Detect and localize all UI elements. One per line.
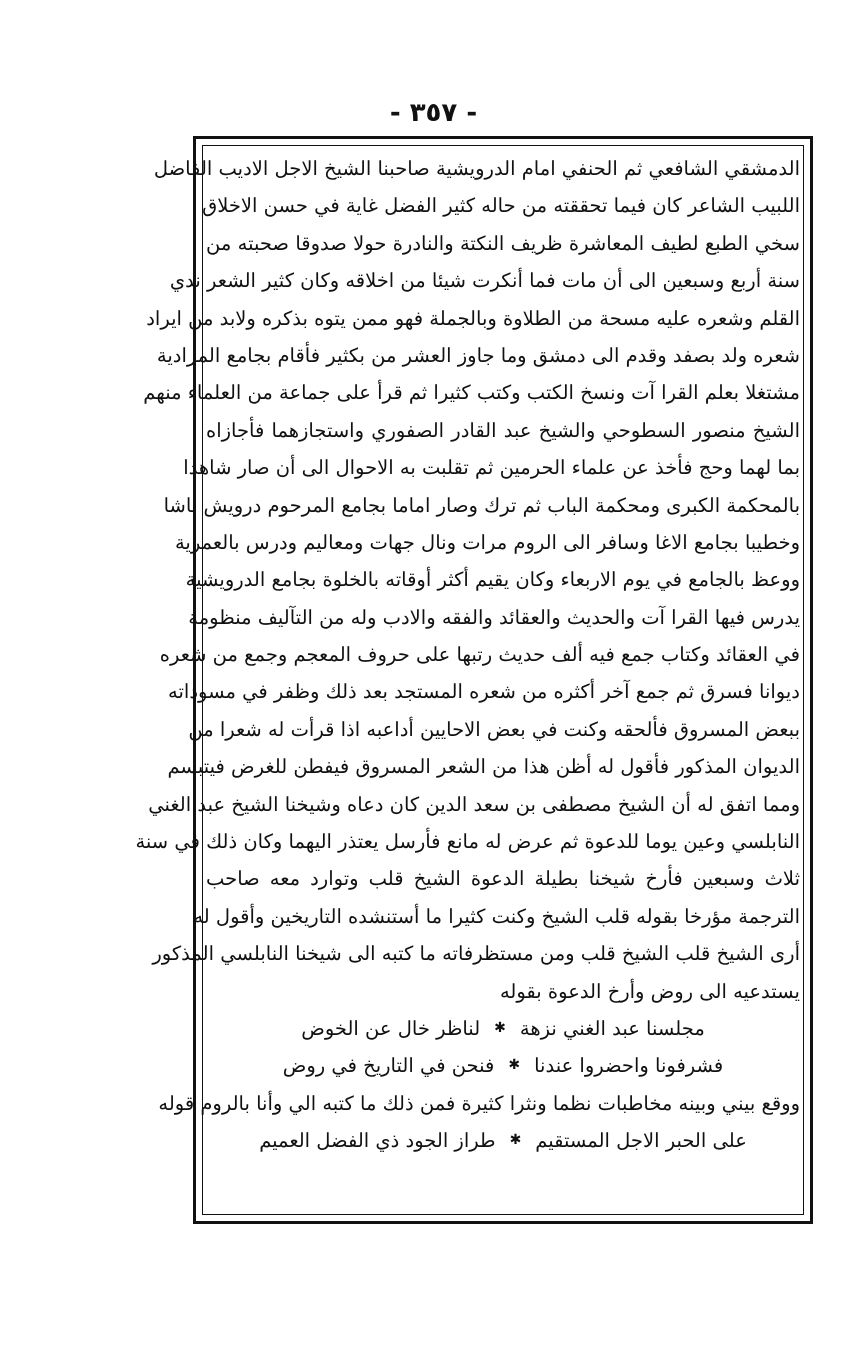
text-line: أرى الشيخ قلب الشيخ قلب ومن مستظرفاته ما كتبه الى شيخنا النابلسي المذكور bbox=[152, 942, 800, 966]
text-line: في العقائد وكتاب جمع فيه ألف حديث رتبها على حروف المعجم وجمع من شعره bbox=[159, 643, 800, 667]
text-line: وخطيبا بجامع الاغا وسافر الى الروم مرات ونال جهات ومعاليم ودرس بالعمرية bbox=[174, 530, 800, 554]
text-line: بالمحكمة الكبرى ومحكمة الباب ثم ترك وصار اماما بجامع المرحوم درويش باشا bbox=[163, 493, 800, 517]
text-line: الدمشقي الشافعي ثم الحنفي امام الدرويشية صاحبنا الشيخ الاجل الاديب الفاضل bbox=[153, 157, 800, 180]
verse-separator-icon: ✱ bbox=[494, 1019, 506, 1036]
text-line: الشيخ منصور السطوحي والشيخ عبد القادر الصفوري واستجازهما فأجازاه bbox=[206, 418, 800, 442]
poem-verse bbox=[206, 1122, 800, 1159]
text-line: ومما اتفق له أن الشيخ مصطفى بن سعد الدين كان دعاه وشيخنا الشيخ عبد الغني bbox=[148, 792, 800, 816]
text-line: ووقع بيني وبينه مخاطبات نظما ونثرا كثيرة فمن ذلك ما كتبه الي وأنا بالروم قوله bbox=[158, 1091, 800, 1115]
text-line: بما لهما وحج فأخذ عن علماء الحرمين ثم تقلبت به الاحوال الى أن صار شاهدا bbox=[183, 456, 800, 480]
text-line: شعره ولد بصفد وقدم الى دمشق وما جاوز العشر من بكثير فأقام بجامع المرادية bbox=[156, 343, 800, 367]
text-line: ووعظ بالجامع في يوم الاربعاء وكان يقيم أكثر أوقاته بالخلوة بجامع الدرويشية bbox=[185, 568, 800, 592]
verse-first-hemistich: مجلسنا عبد الغني نزهة bbox=[519, 1016, 705, 1040]
verse-second-hemistich: لناظر خال عن الخوض bbox=[301, 1016, 481, 1040]
text-line: النابلسي وعين يوما للدعوة ثم عرض له مانع فأرسل يعتذر اليهما وكان ذلك في سنة bbox=[135, 830, 800, 854]
verse-first-hemistich: فشرفونا واحضروا عندنا bbox=[534, 1054, 724, 1078]
verse-first-hemistich: على الحبر الاجل المستقيم bbox=[535, 1129, 747, 1153]
text-line: القلم وشعره عليه مسحة من الطلاوة وبالجملة فهو ممن يتوه بذكره ولابد من ايراد bbox=[146, 306, 800, 330]
text-line: ثلاث وسبعين فأرخ شيخنا بطيلة الدعوة الشيخ قلب وتوارد معه صاحب bbox=[206, 867, 800, 891]
text-line: الترجمة مؤرخا بقوله قلب الشيخ وكنت كثيرا ما أستنشده التاريخين وأقول له bbox=[193, 904, 800, 928]
text-line: يستدعيه الى روض وأرخ الدعوة بقوله bbox=[499, 979, 800, 1003]
page-number: - ٣٥٧ - bbox=[389, 98, 478, 128]
text-line: سنة أربع وسبعين الى أن مات فما أنكرت شيئا من اخلاقه وكان كثير الشعر ندي bbox=[169, 269, 800, 293]
poem-verse bbox=[206, 1010, 800, 1047]
main-text bbox=[135, 150, 800, 1210]
text-line: اللبيب الشاعر كان فيما تحققته من حاله كثير الفضل غاية في حسن الاخلاق bbox=[202, 194, 800, 218]
verse-separator-icon: ✱ bbox=[509, 1132, 522, 1149]
text-line: سخي الطبع لطيف المعاشرة ظريف النكتة والنادرة حولا صدوقا صحبته من bbox=[206, 231, 800, 255]
verse-separator-icon: ✱ bbox=[508, 1057, 521, 1074]
text-line: ببعض المسروق فألحقه وكنت في بعض الاحايين أداعبه اذا قرأت له شعرا من bbox=[188, 717, 800, 741]
text-line: يدرس فيها القرا آت والحديث والعقائد والفقه والادب وله من التآليف منظومة bbox=[188, 605, 800, 629]
verse-second-hemistich: طراز الجود ذي الفضل العميم bbox=[259, 1129, 496, 1153]
text-line: الديوان المذكور فأقول له أظن هذا من الشعر المسروق فيفطن للغرض فيتبسم bbox=[167, 755, 800, 779]
poem-verse bbox=[206, 1047, 800, 1084]
text-line: ديوانا فسرق ثم جمع آخر أكثره من شعره المستجد بعد ذلك وظفر في مسوداته bbox=[168, 680, 800, 704]
verse-second-hemistich: فنحن في التاريخ في روض bbox=[282, 1054, 495, 1078]
text-line: مشتغلا بعلم القرا آت ونسخ الكتب وكتب كثيرا ثم قرأ على جماعة من العلماء منهم bbox=[143, 381, 800, 405]
